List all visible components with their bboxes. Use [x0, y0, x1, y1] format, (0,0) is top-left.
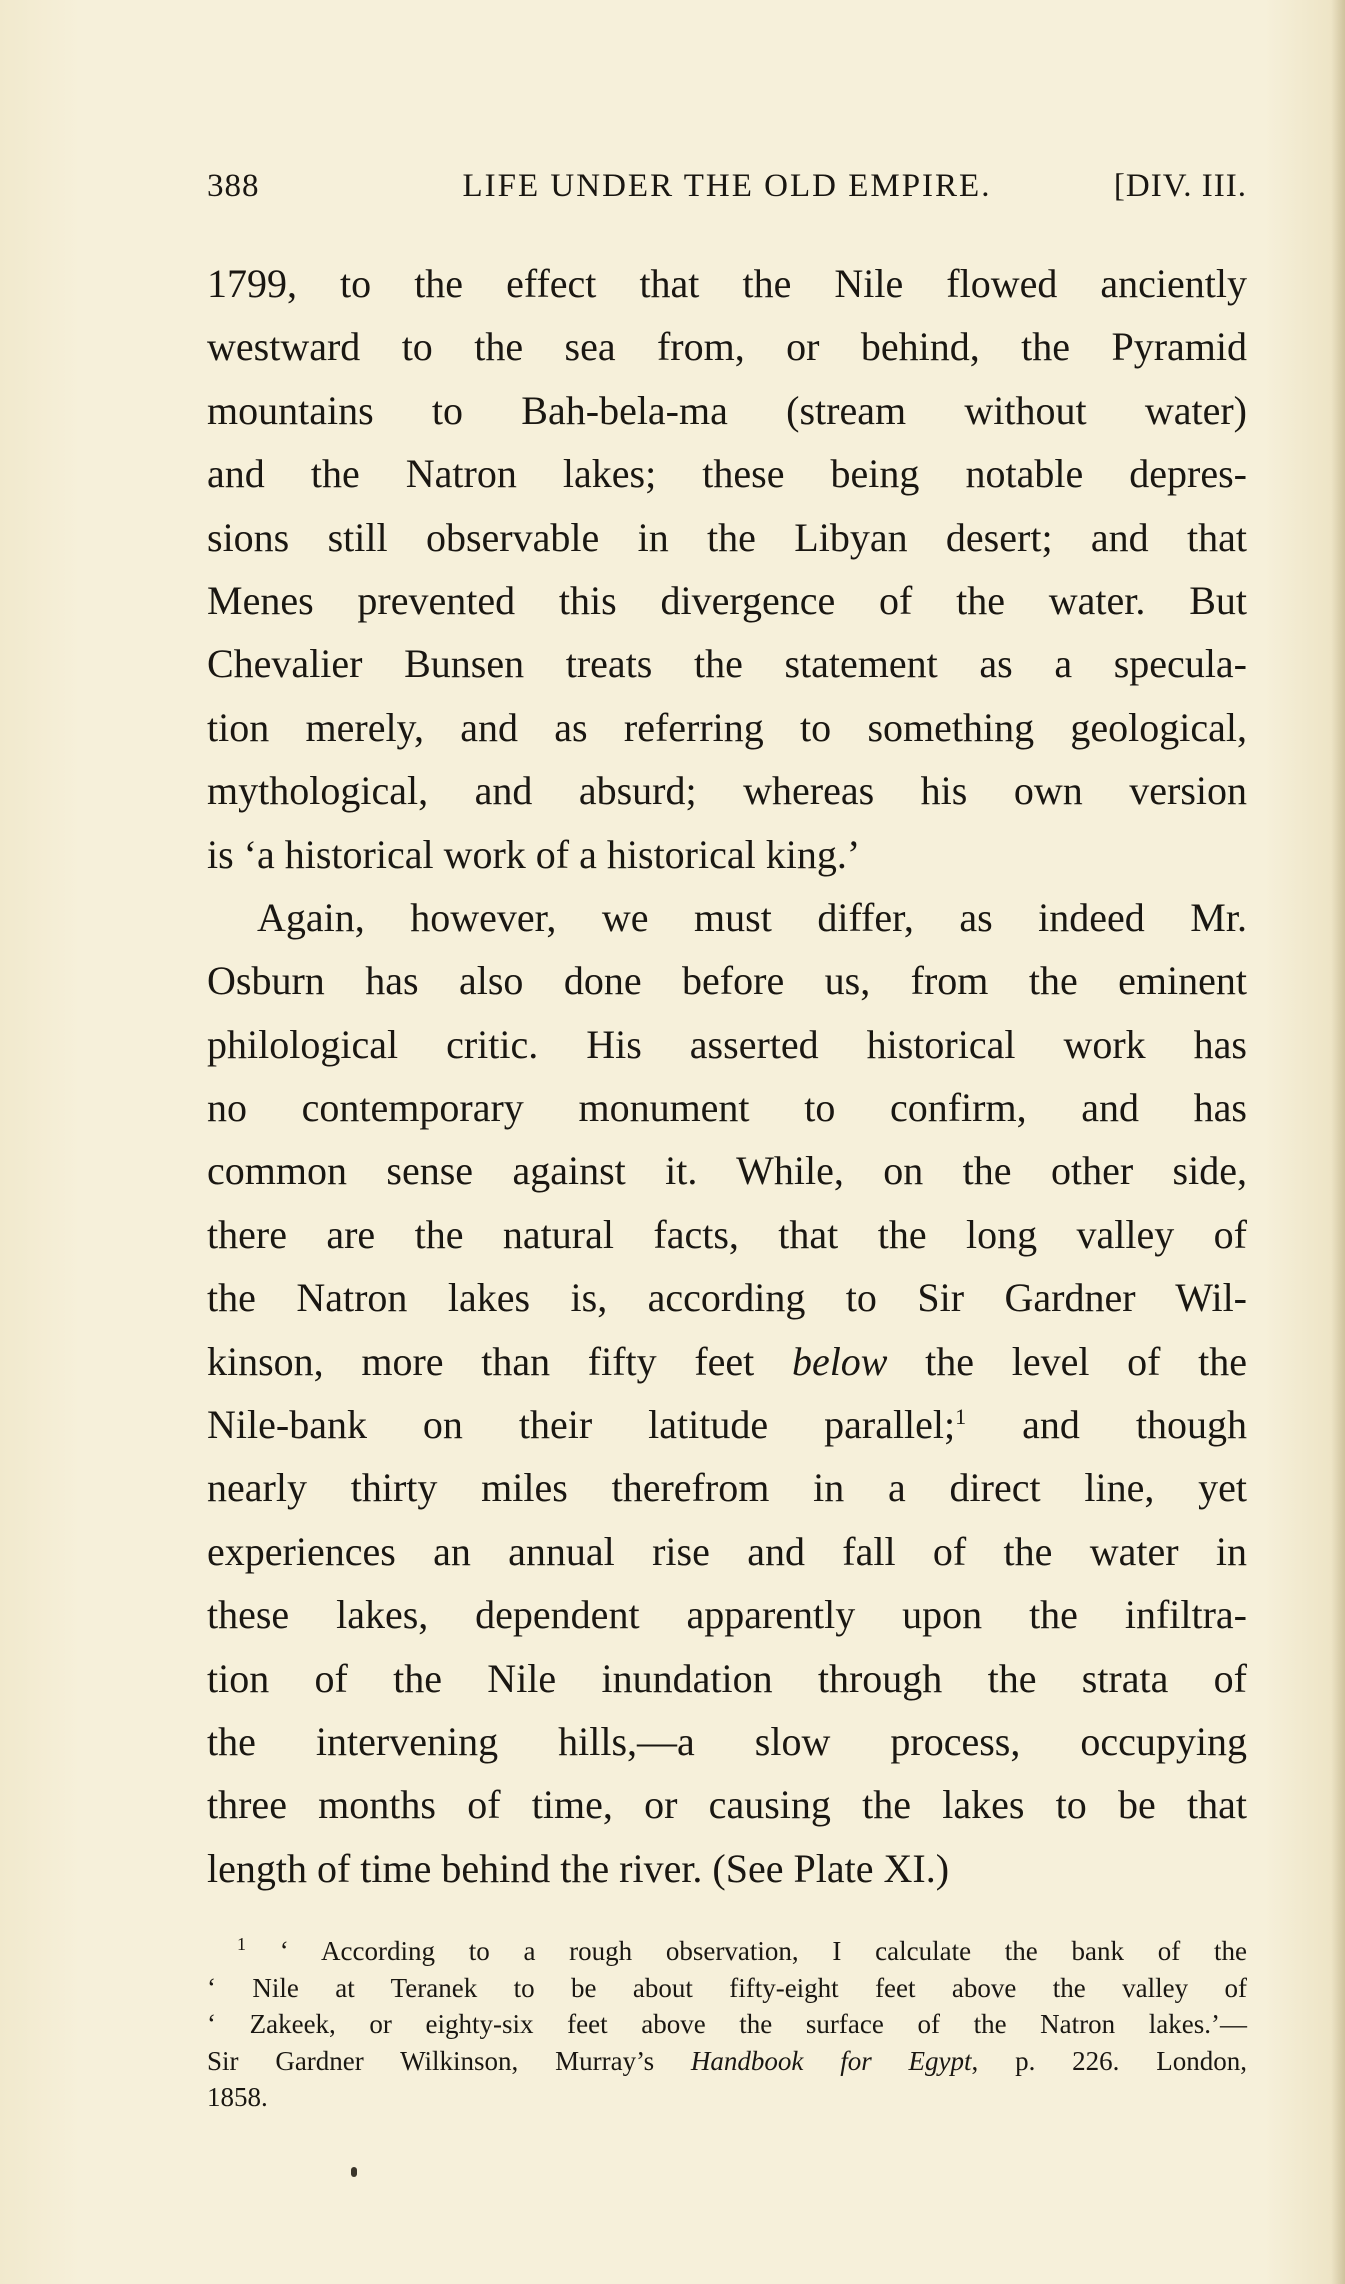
text-line: and the Natron lakes; these being notable depres-	[207, 451, 1247, 497]
footnote-line	[207, 1933, 1247, 1970]
line-text: Nile-bank on their latitude parallel;	[207, 1402, 956, 1448]
body-text	[207, 252, 1247, 1900]
text-line: tion of the Nile inundation through the strata of	[207, 1655, 1247, 1701]
footnote-line: ‘ Nile at Teranek to be about fifty-eight feet above the valley of	[207, 1972, 1247, 2003]
footnote-reference[interactable]: 1	[955, 1404, 967, 1430]
text-line-with-italic	[207, 1330, 1247, 1393]
running-title: LIFE UNDER THE OLD EMPIRE.	[462, 168, 992, 204]
page-number: 388	[207, 168, 260, 204]
division-marker: [DIV. III.	[1113, 168, 1247, 204]
text-line: no contemporary monument to confirm, and has	[207, 1085, 1247, 1131]
footnote-line: 1858.	[207, 2082, 268, 2112]
text-line-with-footnote-ref	[207, 1393, 1247, 1456]
italic-book-title: Handbook for Egypt	[690, 2045, 972, 2076]
line-text: the level of the	[887, 1338, 1247, 1384]
text-line: three months of time, or causing the lakes to be that	[207, 1782, 1247, 1828]
footnote-text: ‘ According to a rough observation, I calculate the bank of the	[279, 1936, 1247, 1966]
footnote-marker: 1	[237, 1934, 246, 1954]
ink-speck	[351, 2167, 357, 2177]
text-line: Menes prevented this divergence of the water. But	[207, 577, 1247, 623]
text-line: westward to the sea from, or behind, the Pyramid	[207, 324, 1247, 370]
text-line: there are the natural facts, that the long valley of	[207, 1211, 1247, 1257]
text-line: tion merely, and as referring to something geological,	[207, 704, 1247, 750]
text-line: these lakes, dependent apparently upon the infiltra-	[207, 1592, 1247, 1638]
italic-word: below	[791, 1338, 888, 1384]
footnote	[207, 1933, 1247, 2116]
text-line: the Natron lakes is, according to Sir Gardner Wil-	[207, 1275, 1247, 1321]
page-edge-shadow	[1331, 0, 1345, 2284]
paragraph-end-line: length of time behind the river. (See Plate XI.)	[207, 1845, 950, 1891]
text-line: 1799, to the effect that the Nile flowed anciently	[207, 261, 1247, 306]
text-line: mountains to Bah-bela-ma (stream without water)	[207, 387, 1247, 433]
text-line: philological critic. His asserted historical work has	[207, 1021, 1247, 1067]
line-text: and though	[966, 1402, 1247, 1448]
text-line: sions still observable in the Libyan desert; and that	[207, 514, 1247, 560]
paragraph-end-line: is ‘a historical work of a historical king.’	[207, 831, 861, 877]
text-line: experiences an annual rise and fall of the water in	[207, 1528, 1247, 1574]
footnote-line: ‘ Zakeek, or eighty-six feet above the surface of the Natron lakes.’—	[207, 2009, 1247, 2039]
footnote-text: Sir Gardner Wilkinson, Murray’s	[207, 2045, 691, 2076]
footnote-line	[207, 2043, 1247, 2080]
page-header	[207, 168, 1247, 212]
paragraph-start-line: Again, however, we must differ, as indeed Mr.	[257, 894, 1247, 940]
line-text: kinson, more than fifty feet	[207, 1338, 792, 1384]
text-line: Osburn has also done before us, from the eminent	[207, 958, 1247, 1004]
text-line: Chevalier Bunsen treats the statement as a specula-	[207, 641, 1247, 687]
footnote-text: , p. 226. London,	[971, 2045, 1247, 2076]
text-line: mythological, and absurd; whereas his own version	[207, 768, 1247, 814]
text-line: common sense against it. While, on the other side,	[207, 1148, 1247, 1194]
text-line: nearly thirty miles therefrom in a direct line, yet	[207, 1465, 1247, 1511]
text-line: the intervening hills,—a slow process, occupying	[207, 1718, 1247, 1764]
